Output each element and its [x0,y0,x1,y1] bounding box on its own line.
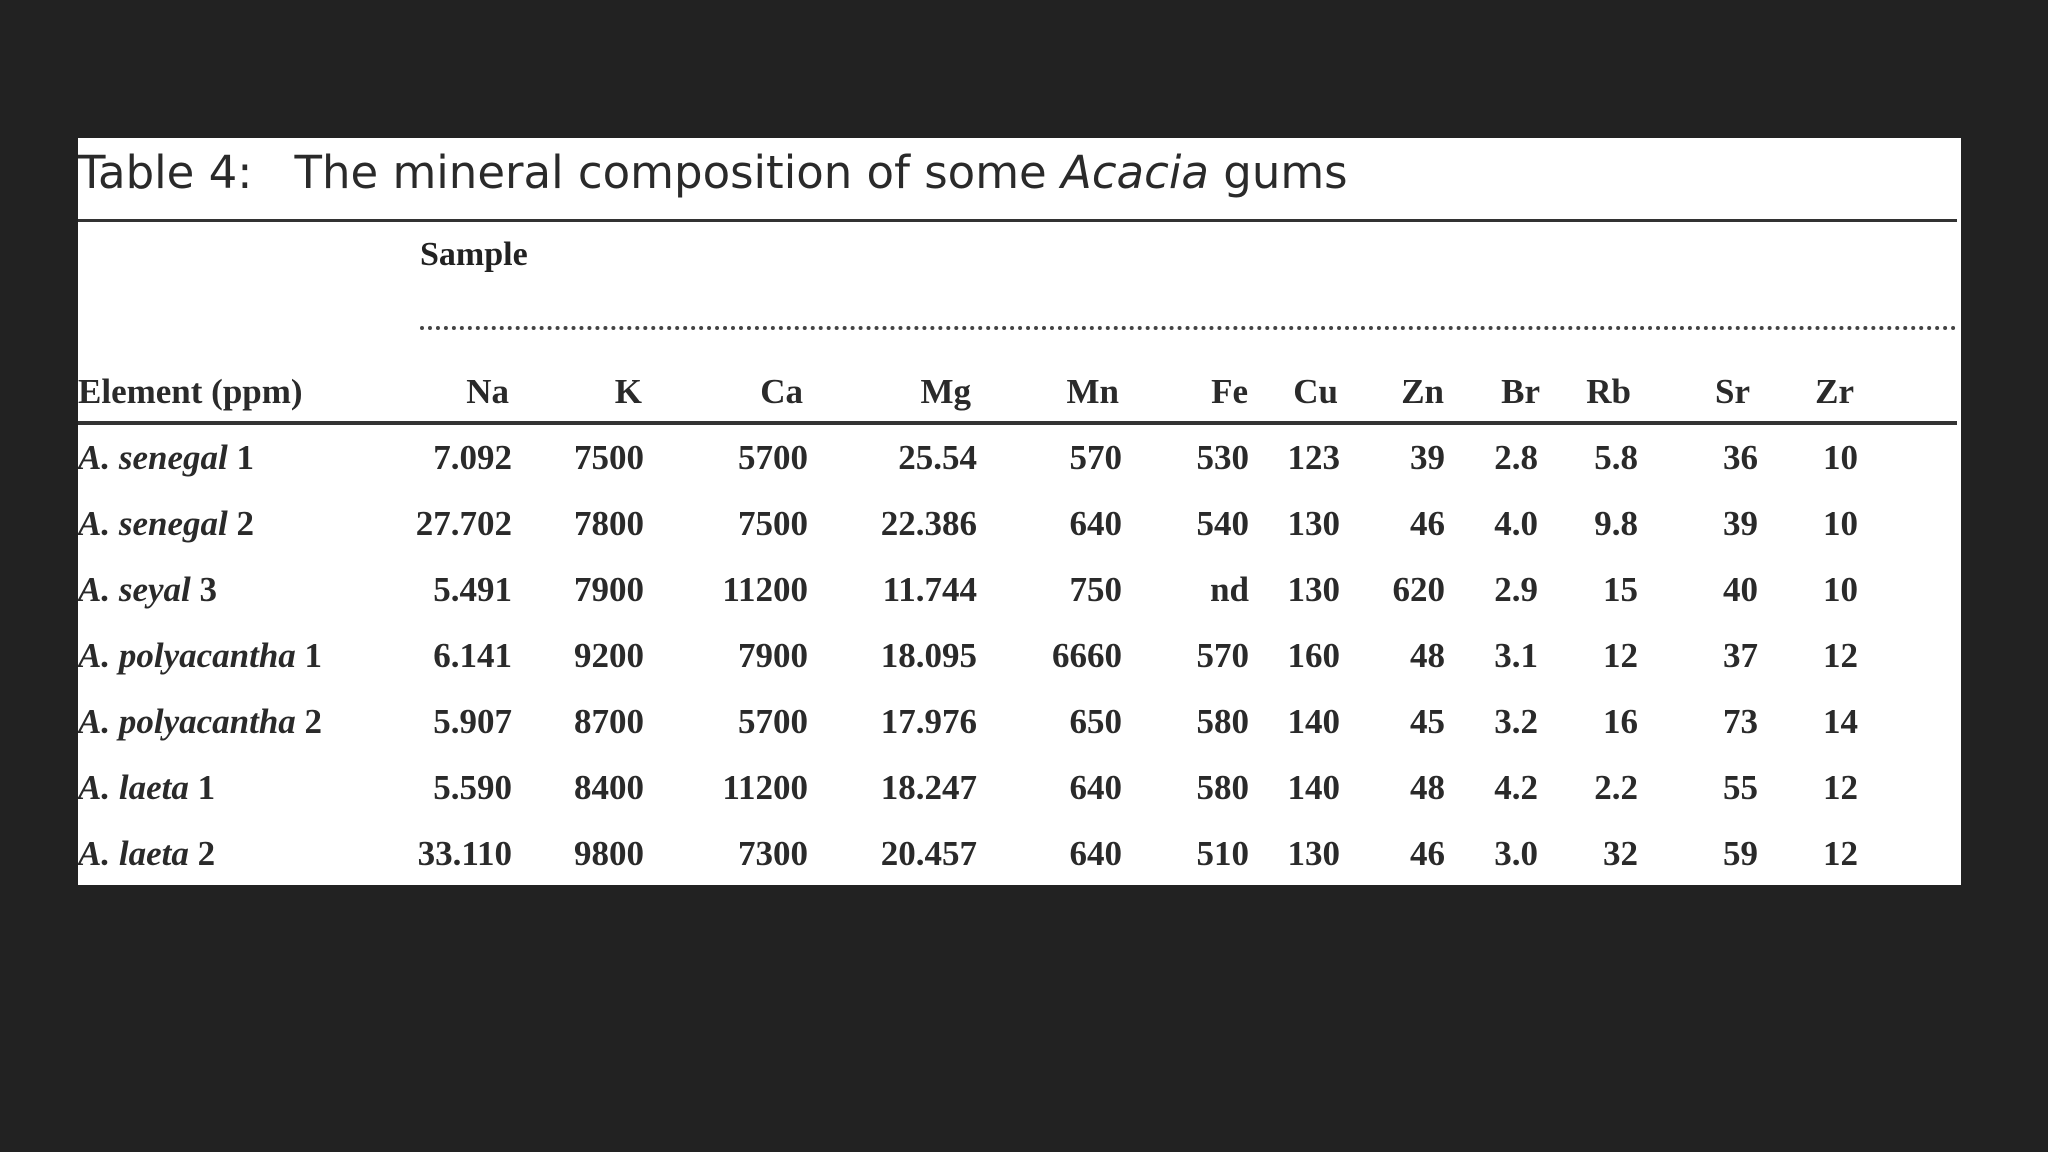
column-header-ca: Ca [760,372,803,411]
table-cell-na: 5.491 [433,570,512,609]
row-number: 2 [197,834,216,873]
table-cell-mn: 750 [1069,570,1122,609]
table-cell-mg: 25.54 [898,438,977,477]
table-cell-mg: 20.457 [880,834,977,873]
table-cell-br: 3.0 [1494,834,1538,873]
table-cell-zn: 620 [1392,570,1445,609]
table-cell-na: 6.141 [433,636,512,675]
column-header-mn: Mn [1066,372,1119,411]
table-cell-mg: 18.095 [880,636,977,675]
table-cell-br: 3.2 [1494,702,1538,741]
table-cell-fe: 580 [1196,702,1249,741]
table-cell-cu: 140 [1287,702,1340,741]
table-cell-na: 5.590 [433,768,512,807]
table-cell-ca: 7300 [738,834,808,873]
table-cell-mg: 18.247 [880,768,977,807]
table-cell-br: 2.9 [1494,570,1538,609]
caption-text: The mineral composition of some [294,146,1062,199]
table-cell-mg: 22.386 [880,504,977,543]
table-cell-mn: 6660 [1052,636,1122,675]
table-cell-cu: 160 [1287,636,1340,675]
table-cell-na: 5.907 [433,702,512,741]
column-header-zr: Zr [1815,372,1854,411]
row-species: A. laeta [78,834,189,873]
table-cell-mn: 570 [1069,438,1122,477]
column-header-zn: Zn [1401,372,1444,411]
table-cell-cu: 130 [1287,834,1340,873]
column-header-rb: Rb [1586,372,1631,411]
table-cell-mn: 650 [1069,702,1122,741]
row-label [78,568,217,612]
row-number: 2 [304,702,323,741]
table-cell-cu: 130 [1287,504,1340,543]
table-cell-br: 2.8 [1494,438,1538,477]
row-number: 1 [197,768,216,807]
column-header-sr: Sr [1715,372,1750,411]
table-cell-zn: 39 [1410,438,1445,477]
table-cell-ca: 5700 [738,702,808,741]
row-number: 1 [304,636,323,675]
table-cell-zn: 48 [1410,636,1445,675]
row-species: A. senegal [78,438,228,477]
table-cell-zr: 14 [1823,702,1858,741]
row-number: 2 [236,504,254,543]
row-label [78,700,322,744]
row-species: A. polyacantha [78,636,296,675]
table-cell-cu: 130 [1287,570,1340,609]
table-cell-rb: 5.8 [1594,438,1638,477]
table-cell-k: 7800 [574,504,644,543]
table-cell-br: 4.2 [1494,768,1538,807]
table-cell-zr: 10 [1823,438,1858,477]
caption-text-after: gums [1208,146,1348,199]
table-cell-rb: 32 [1603,834,1638,873]
row-label [78,634,322,678]
table-cell-rb: 2.2 [1594,768,1638,807]
header-rule [78,421,1957,425]
row-label [78,436,254,480]
column-header-mg: Mg [920,372,971,411]
table-cell-na: 7.092 [433,438,512,477]
column-header-k: K [614,372,642,411]
row-label [78,502,254,546]
table-cell-fe: nd [1210,570,1249,609]
table-cell-sr: 36 [1723,438,1758,477]
table-cell-fe: 510 [1196,834,1249,873]
table-cell-cu: 123 [1287,438,1340,477]
row-species: A. laeta [78,768,189,807]
table-cell-zn: 45 [1410,702,1445,741]
table-cell-ca: 11200 [722,570,808,609]
table-cell-mg: 11.744 [882,570,977,609]
table-cell-rb: 15 [1603,570,1638,609]
table-cell-zn: 46 [1410,834,1445,873]
table-cell-zr: 10 [1823,570,1858,609]
table-panel [78,138,1961,885]
table-cell-fe: 530 [1196,438,1249,477]
table-cell-sr: 55 [1723,768,1758,807]
table-cell-ca: 7500 [738,504,808,543]
table-cell-k: 7500 [574,438,644,477]
sample-dotted-rule [420,326,1957,330]
table-cell-ca: 11200 [722,768,808,807]
table-cell-rb: 12 [1603,636,1638,675]
row-number: 1 [236,438,254,477]
column-header-cu: Cu [1293,372,1338,411]
table-cell-na: 27.702 [415,504,512,543]
table-cell-k: 9800 [574,834,644,873]
table-cell-zn: 48 [1410,768,1445,807]
table-cell-ca: 7900 [738,636,808,675]
table-cell-sr: 40 [1723,570,1758,609]
table-cell-ca: 5700 [738,438,808,477]
table-cell-mg: 17.976 [880,702,977,741]
table-cell-br: 4.0 [1494,504,1538,543]
table-cell-zr: 12 [1823,636,1858,675]
table-cell-sr: 39 [1723,504,1758,543]
row-number: 3 [199,570,218,609]
table-cell-zr: 12 [1823,834,1858,873]
column-header-na: Na [466,372,509,411]
table-cell-k: 8700 [574,702,644,741]
caption-prefix: Table 4: [78,146,253,199]
row-species: A. seyal [78,570,191,609]
table-cell-rb: 9.8 [1594,504,1638,543]
table-cell-k: 8400 [574,768,644,807]
table-cell-zn: 46 [1410,504,1445,543]
table-cell-sr: 37 [1723,636,1758,675]
table-cell-cu: 140 [1287,768,1340,807]
row-species: A. senegal [78,504,228,543]
caption-italic: Acacia [1061,146,1209,199]
row-label [78,766,215,810]
table-cell-fe: 580 [1196,768,1249,807]
table-cell-sr: 59 [1723,834,1758,873]
column-header-fe: Fe [1211,372,1248,411]
row-label [78,832,215,876]
table-cell-zr: 10 [1823,504,1858,543]
table-cell-zr: 12 [1823,768,1858,807]
table-cell-na: 33.110 [417,834,512,873]
table-cell-mn: 640 [1069,768,1122,807]
top-rule [78,219,1957,222]
table-cell-br: 3.1 [1494,636,1538,675]
table-cell-k: 9200 [574,636,644,675]
table-cell-k: 7900 [574,570,644,609]
table-cell-sr: 73 [1723,702,1758,741]
row-header-label: Element (ppm) [78,372,303,411]
table-caption [78,146,1348,206]
table-cell-mn: 640 [1069,504,1122,543]
table-cell-mn: 640 [1069,834,1122,873]
row-species: A. polyacantha [78,702,296,741]
table-cell-fe: 540 [1196,504,1249,543]
sample-group-header: Sample [420,236,528,273]
table-cell-fe: 570 [1196,636,1249,675]
column-header-br: Br [1501,372,1540,411]
table-cell-rb: 16 [1603,702,1638,741]
